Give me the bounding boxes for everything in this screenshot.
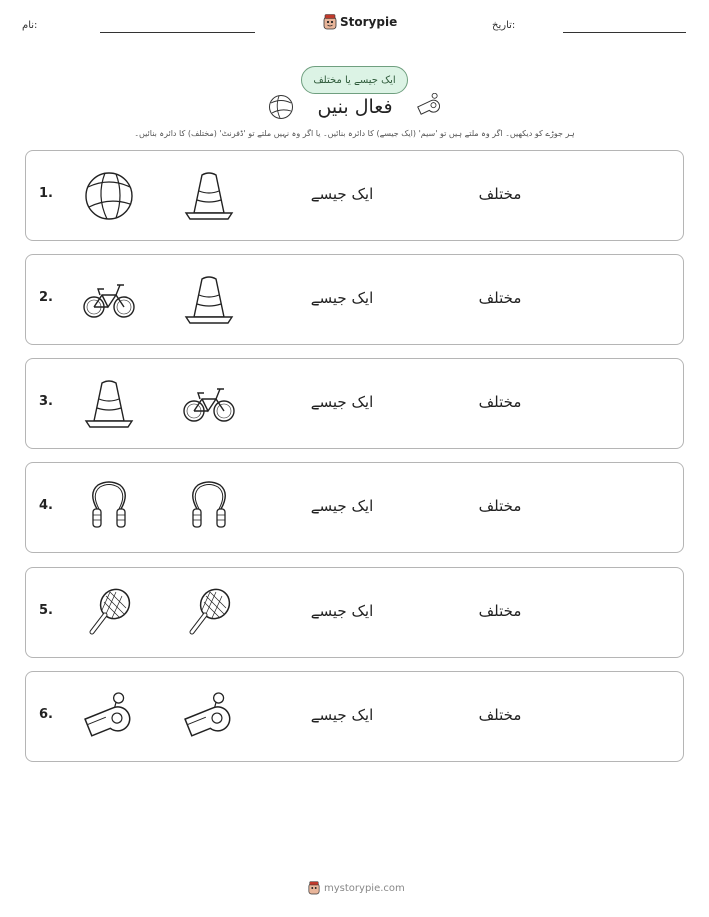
ball-icon xyxy=(80,167,138,225)
exercise-row xyxy=(25,462,684,553)
ball-icon xyxy=(268,94,294,120)
tennis-racket-icon xyxy=(80,584,138,642)
brand-name: Storypie xyxy=(340,15,398,29)
different-option[interactable]: مختلف xyxy=(478,289,522,307)
row-number: 1. xyxy=(39,186,53,201)
cone-icon xyxy=(180,167,238,225)
storypie-mascot-icon xyxy=(308,881,320,895)
row-number: 5. xyxy=(39,603,53,618)
row-number: 6. xyxy=(39,707,53,722)
exercise-row xyxy=(25,567,684,658)
different-option[interactable]: مختلف xyxy=(478,185,522,203)
exercise-row xyxy=(25,358,684,449)
jump-rope-icon xyxy=(80,479,138,537)
tennis-racket-icon xyxy=(180,584,238,642)
same-option[interactable]: ایک جیسے xyxy=(310,497,374,515)
different-option[interactable]: مختلف xyxy=(478,602,522,620)
instructions: ہر جوڑے کو دیکھیں۔ اگر وہ ملتے ہیں تو 'سیم' (ایک جیسے) کا دائرہ بنائیں۔ یا اگر وہ نہیں ملتے تو 'ڈفرنٹ' (مختلف) کا دائرہ بنائیں۔ xyxy=(134,129,575,138)
cone-icon xyxy=(180,271,238,329)
exercise-row xyxy=(25,254,684,345)
whistle-icon xyxy=(180,688,238,746)
whistle-icon xyxy=(80,688,138,746)
same-option[interactable]: ایک جیسے xyxy=(310,185,374,203)
row-number: 4. xyxy=(39,498,53,513)
brand-logo xyxy=(323,14,397,30)
date-line[interactable] xyxy=(563,32,686,33)
footer-url[interactable]: mystorypie.com xyxy=(324,882,405,894)
exercise-row xyxy=(25,671,684,762)
page-title: فعال بنیں xyxy=(317,96,393,118)
same-option[interactable]: ایک جیسے xyxy=(310,393,374,411)
date-label: تاریخ: xyxy=(492,20,516,31)
bicycle-icon xyxy=(80,271,138,329)
same-option[interactable]: ایک جیسے xyxy=(310,602,374,620)
topic-badge: ایک جیسے یا مختلف xyxy=(301,66,408,94)
same-option[interactable]: ایک جیسے xyxy=(310,706,374,724)
same-option[interactable]: ایک جیسے xyxy=(310,289,374,307)
different-option[interactable]: مختلف xyxy=(478,393,522,411)
name-line[interactable] xyxy=(100,32,255,33)
bicycle-icon xyxy=(180,375,238,433)
storypie-mascot-icon xyxy=(323,14,337,30)
exercise-row xyxy=(25,150,684,241)
footer xyxy=(308,881,405,895)
row-number: 2. xyxy=(39,290,53,305)
name-label: نام: xyxy=(22,20,38,31)
row-number: 3. xyxy=(39,394,53,409)
different-option[interactable]: مختلف xyxy=(478,706,522,724)
different-option[interactable]: مختلف xyxy=(478,497,522,515)
jump-rope-icon xyxy=(180,479,238,537)
whistle-icon xyxy=(415,93,443,117)
cone-icon xyxy=(80,375,138,433)
